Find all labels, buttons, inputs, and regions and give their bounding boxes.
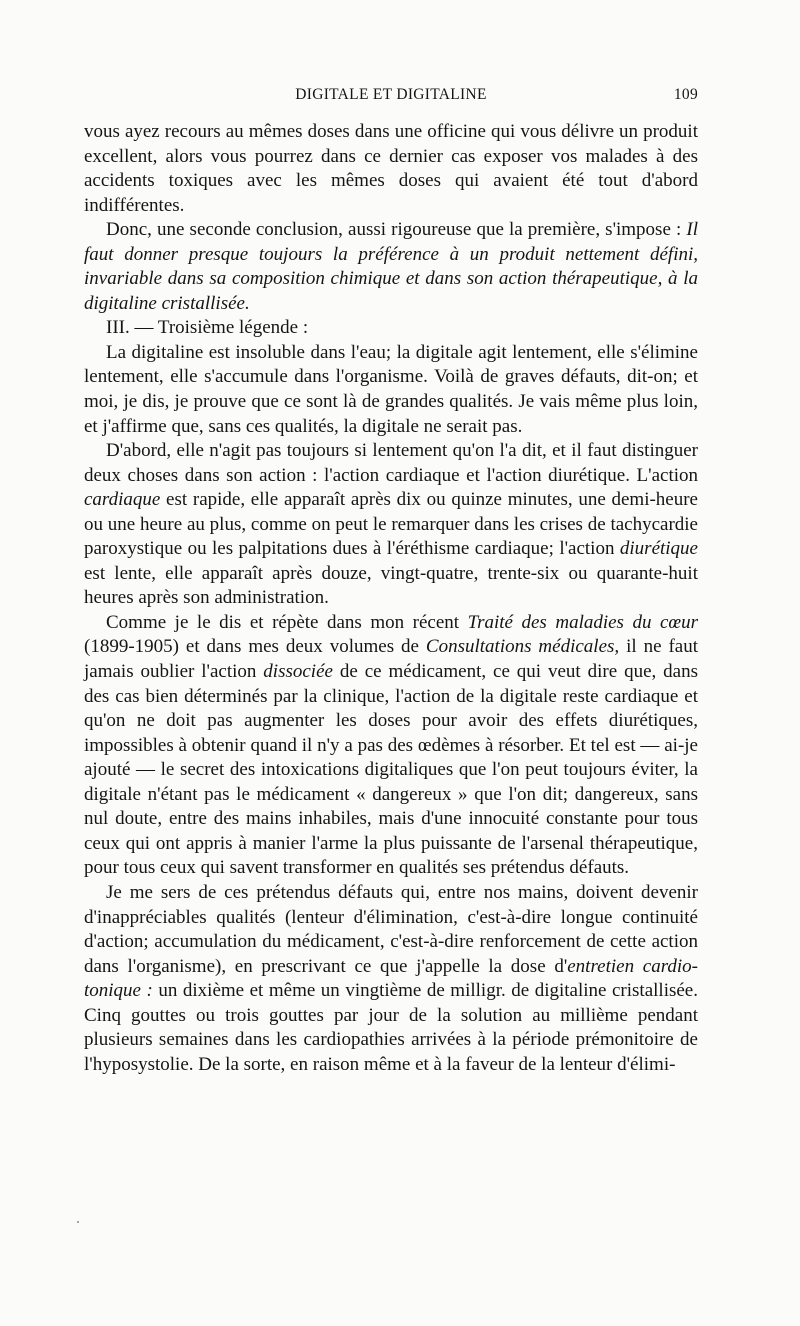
running-head (84, 86, 698, 108)
section-heading-iii (84, 316, 698, 341)
paragraph-5-italic-diuretique: diurétique (619, 538, 698, 560)
paragraph-5 (84, 439, 698, 611)
book-page (84, 86, 698, 1077)
paragraph-6-text-e: il ne faut jamais oublier l'action (84, 636, 698, 683)
paragraph-1-text: vous ayez recours au mêmes doses dans une officine qui vous délivre un produit excellent, alors vous pourrez dans ce dernier cas exposer vos malades à des accidents toxiques avec les mêmes doses qui avaient été tout d'abord indifférentes. (84, 121, 698, 216)
paragraph-1 (84, 120, 698, 218)
paragraph-7-text-c: un dixième et même un vingtième de milligr. de digitaline cristallisée. Cinq gouttes ou trois gouttes par jour de la solution au millième pendant plusieurs semaines dans les cardiopathies arrivées à la période prémonitoire de l'hyposystolie. De la sorte, en raison même et à la faveur de la lenteur d'élimi- (84, 980, 698, 1075)
paragraph-6-italic-traite: Traité des maladies du cœur (467, 611, 698, 633)
paragraph-2-text-a: Donc, une seconde conclusion, aussi rigoureuse que la première, s'impose : (106, 219, 687, 241)
body-text (84, 120, 698, 1077)
paragraph-4-text: La digitaline est insoluble dans l'eau; la digitale agit lentement, elle s'élimine lentement, elle s'accumule dans l'organisme. Voilà de graves défauts, dit-on; et moi, je dis, je prouve que ce sont là de grandes qualités. Je vais même plus loin, et j'affirme que, sans ces qualités, la digitale ne serait pas. (84, 341, 698, 437)
paragraph-7-text-a: Je me sers de ces prétendus défauts qui, entre nos mains, doivent devenir d'inappréciables qualités (lenteur d'élimination, c'est-à-dire longue continuité d'action; accumulation du médicament, c'est-à-dire renforcement de cette action dans l'organisme), en prescrivant ce que j'appelle la dose d' (84, 881, 698, 977)
print-speck (77, 1221, 79, 1223)
paragraph-6-text-c: (1899-1905) et dans mes deux volumes de (84, 636, 426, 658)
paragraph-5-italic-cardiaque: cardiaque (84, 489, 161, 511)
paragraph-5-text-e: est lente, elle apparaît après douze, vingt-quatre, trente-six ou quarante-huit heures après son administration. (84, 562, 698, 609)
paragraph-6 (84, 611, 698, 881)
paragraph-5-text-a: D'abord, elle n'agit pas toujours si lentement qu'on l'a dit, et il faut distinguer deux choses dans son action : l'action cardiaque et l'action diurétique. L'action (84, 440, 698, 486)
paragraph-4 (84, 341, 698, 439)
paragraph-2-italic-conclusion: Il faut donner presque toujours la préférence à un produit nettement défini, invariable dans sa composition chimique et dans son action thérapeutique, à la digitaline cristallisée. (84, 219, 698, 314)
page-number: 109 (673, 86, 698, 103)
paragraph-6-text-a: Comme je le dis et répète dans mon récent (106, 611, 468, 633)
paragraph-7-italic-entretien: entretien cardio-tonique : (84, 955, 698, 1002)
paragraph-6-italic-dissociee: dissociée (263, 661, 333, 683)
running-title: DIGITALE ET DIGITALINE (295, 86, 487, 103)
paragraph-6-italic-consultations: Consultations médicales, (425, 636, 620, 658)
paragraph-7 (84, 881, 698, 1077)
paragraph-5-text-c: est rapide, elle apparaît après dix ou quinze minutes, une demi-heure ou une heure au plus, comme on peut le remarquer dans les crises de tachycardie paroxystique ou les palpitations dues à l'éréthisme cardiaque; l'action (84, 489, 698, 560)
paragraph-2 (84, 218, 698, 316)
section-heading-iii-text: III. — Troisième légende : (106, 317, 309, 339)
paragraph-6-text-g: de ce médicament, ce qui veut dire que, dans des cas bien déterminés par la clinique, l'action de la digitale reste cardiaque et qu'on ne doit pas augmenter les doses pour avoir des effets diurétiques, impossibles à obtenir quand il n'y a pas des œdèmes à résorber. Et tel est — ai-je ajouté — le secret des intoxications digitaliques que l'on peut toujours éviter, la digitale n'étant pas le médicament « dangereux » que l'on dit; dangereux, sans nul doute, entre des mains inhabiles, mais d'une innocuité constante pour tous ceux qui ont appris à manier l'arme la plus puissante de l'arsenal thérapeutique, pour tous ceux qui savent transformer en qualités ses prétendus défauts. (84, 661, 698, 879)
